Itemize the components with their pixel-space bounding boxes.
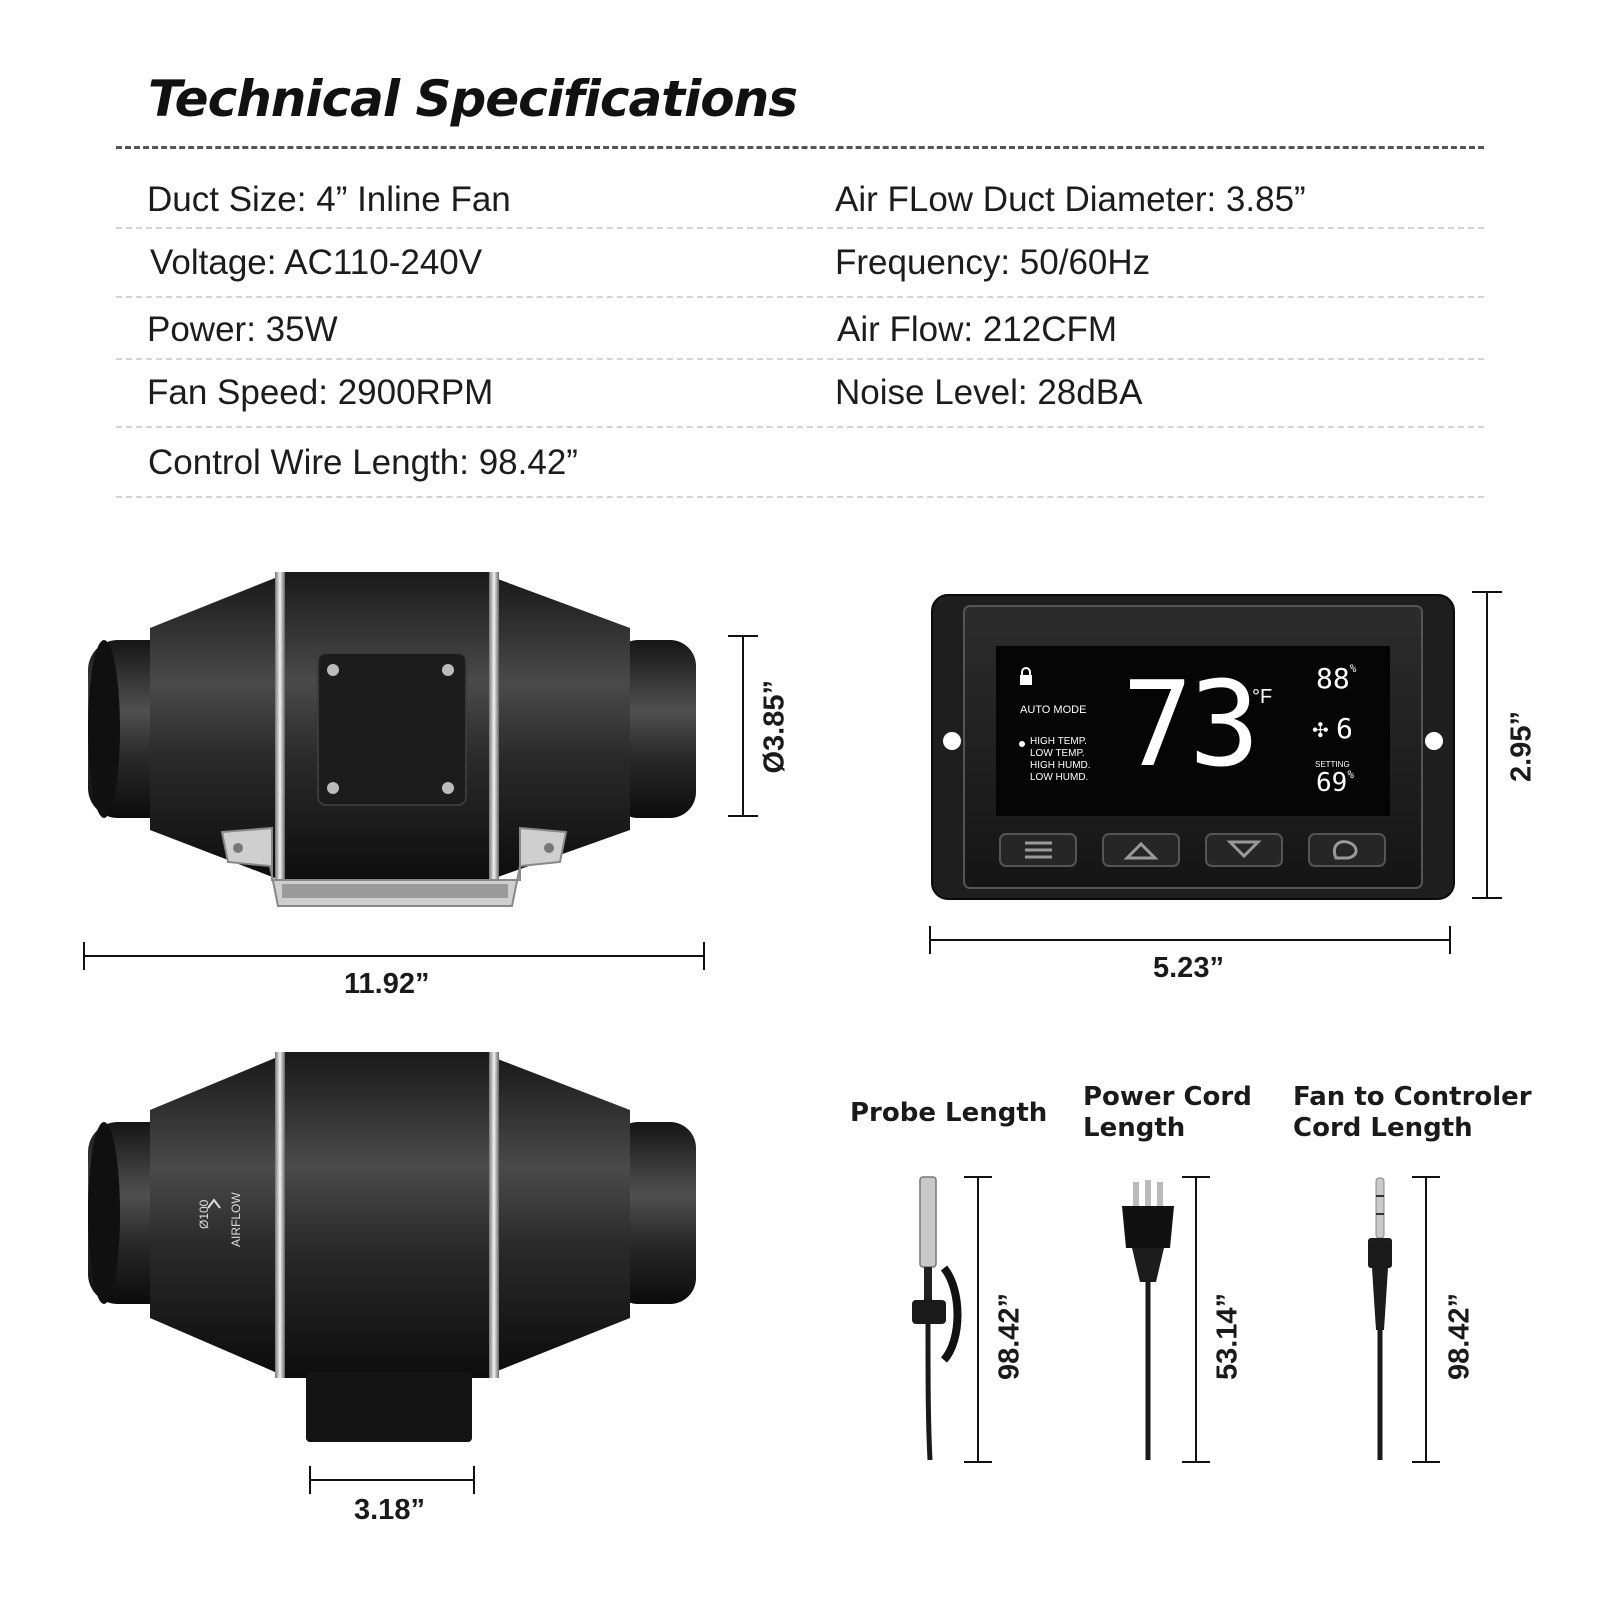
spec-fan-speed: Fan Speed: 2900RPM	[147, 373, 494, 412]
spec-air-flow: Air Flow: 212CFM	[837, 310, 1118, 349]
probe-length-value: 98.42”	[993, 1292, 1026, 1381]
spec-frequency: Frequency: 50/60Hz	[835, 243, 1151, 282]
fan-length-dimension	[84, 942, 704, 970]
fan-controller-cord-dimension	[1412, 1177, 1440, 1462]
lcd-fan-level: 6	[1336, 712, 1353, 745]
fan-base-dimension	[310, 1466, 474, 1494]
lcd-temperature-unit: °F	[1252, 686, 1273, 708]
fan-controller-cord-length-value: 98.42”	[1443, 1292, 1476, 1381]
power-cord-length-dimension	[1182, 1177, 1210, 1462]
lcd-alarm-indicator	[1019, 741, 1025, 747]
power-plug	[1122, 1180, 1174, 1460]
lcd-humidity	[1316, 662, 1356, 695]
fan-controller-cord-title-line2: Cord Length	[1293, 1113, 1473, 1143]
controller-up-button[interactable]	[1103, 834, 1179, 866]
fan-controller-cord-title-line1: Fan to Controler	[1293, 1082, 1532, 1112]
lcd-humidity-value: 88	[1316, 662, 1350, 695]
lcd-temperature: 73	[1122, 655, 1257, 793]
fan-controller-cord-title	[1293, 1082, 1532, 1144]
fan-diameter-dimension	[728, 636, 758, 816]
lcd-alarm-list	[1030, 736, 1091, 784]
probe-cord	[912, 1177, 958, 1460]
lcd-setting-label: SETTING	[1315, 760, 1350, 769]
controller-down-button[interactable]	[1206, 834, 1282, 866]
spec-voltage: Voltage: AC110-240V	[150, 243, 483, 282]
spec-noise-level: Noise Level: 28dBA	[835, 373, 1143, 412]
power-cord-title-line2: Length	[1083, 1113, 1186, 1143]
lcd-setting-value: 69	[1316, 768, 1348, 798]
fan-size-mark: Ø100	[197, 1199, 211, 1229]
controller-height-label: 2.95”	[1505, 711, 1538, 782]
controller-height-dimension	[1472, 592, 1502, 898]
lcd-fan-icon: ✣	[1312, 718, 1329, 742]
lcd-setting-unit: %	[1347, 768, 1354, 781]
fan-length-label: 11.92”	[344, 968, 430, 1000]
lcd-setting	[1316, 768, 1354, 798]
power-cord-title	[1083, 1082, 1252, 1144]
fan-diameter-label: Ø3.85”	[758, 680, 791, 774]
fan-front-view	[88, 572, 696, 906]
audio-jack	[1368, 1178, 1392, 1460]
spec-duct-size: Duct Size: 4” Inline Fan	[147, 180, 511, 219]
lcd-alarm-low-humd: LOW HUMD.	[1030, 772, 1089, 783]
controller-width-label: 5.23”	[1153, 952, 1224, 984]
page-title: Technical Specifications	[148, 70, 797, 128]
lcd-humidity-unit: %	[1349, 662, 1357, 675]
power-cord-length-value: 53.14”	[1211, 1292, 1244, 1381]
fan-side-view	[88, 1052, 696, 1442]
lcd-alarm-high-humd: HIGH HUMD.	[1030, 760, 1091, 771]
probe-length-title-text: Probe Length	[850, 1098, 1048, 1128]
lcd-mode-label: AUTO MODE	[1020, 704, 1087, 716]
lcd-alarm-high-temp: HIGH TEMP.	[1030, 736, 1087, 747]
controller-width-dimension	[930, 926, 1450, 954]
probe-length-dimension	[964, 1177, 992, 1462]
controller-mode-button[interactable]	[1309, 834, 1385, 866]
fan-base-width-label: 3.18”	[354, 1494, 425, 1526]
probe-length-title	[850, 1098, 1047, 1129]
power-cord-title-line1: Power Cord	[1083, 1082, 1252, 1112]
spec-control-wire-length: Control Wire Length: 98.42”	[148, 443, 578, 482]
controller-menu-button[interactable]	[1000, 834, 1076, 866]
lcd-alarm-low-temp: LOW TEMP.	[1030, 748, 1085, 759]
spec-airflow-duct-diameter: Air FLow Duct Diameter: 3.85”	[835, 180, 1306, 219]
spec-power: Power: 35W	[147, 310, 338, 349]
fan-airflow-mark: AIRFLOW	[229, 1192, 243, 1247]
